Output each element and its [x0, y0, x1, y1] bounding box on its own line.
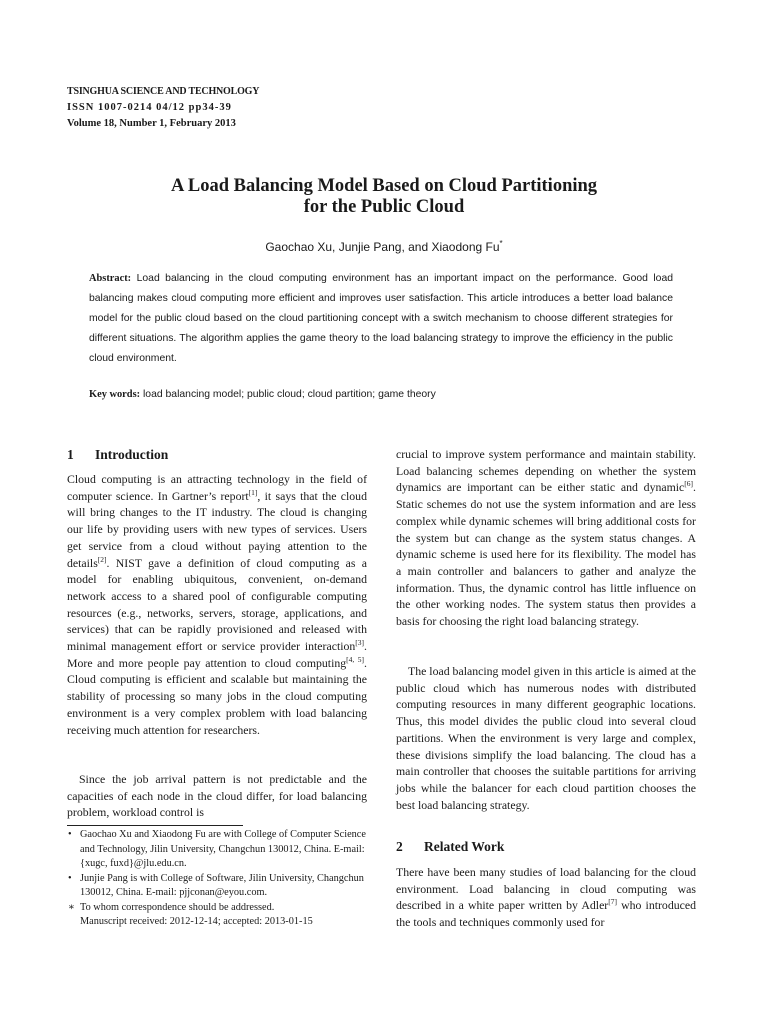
keywords-text: load balancing model; public cloud; cloud partition; game theory: [142, 389, 436, 400]
footnote-text: Manuscript received: 2012-12-14; accepted: 2013-01-15: [80, 916, 313, 927]
abstract-text: Load balancing in the cloud computing environment has an important impact on the performance. Good load balancing makes cloud computing more efficient and improves user satisfaction. This article introduces a better load balance model for the public cloud based on the cloud partitioning concept with a switch mechanism to choose different strategies for different situations. The algorithm applies the game theory to the load balancing strategy to improve the efficiency in the public cloud environment.: [89, 273, 674, 364]
abstract: [89, 269, 673, 369]
paper-title-line2: for the Public Cloud: [303, 197, 465, 217]
related-paragraph-1: [396, 864, 696, 931]
text-run: crucial to improve system performance and maintain stability. Load balancing schemes depending on whether the system dynamics are important can be either static and dynamic: [396, 447, 696, 495]
section-heading-introduction: [67, 447, 168, 463]
corresponding-mark: *: [499, 239, 503, 248]
text-run: who introduced the tools and techniques commonly used for: [396, 898, 696, 930]
footnote-affiliation-1: [67, 828, 373, 872]
author-list: [0, 240, 768, 254]
intro-paragraph-4: The load balancing model given in this article is aimed at the public cloud which has numerous nodes with distributed computing resources in many different geographic locations. Thus, this model divides the public cloud into several cloud partitions. When the environment is very large and complex, these divisions simplify the load balancing. The cloud has a main controller that chooses the suitable partitions for arriving jobs while the balancer for each cloud partition chooses the best load balancing strategy.: [396, 664, 696, 812]
section-title: Introduction: [95, 447, 169, 462]
citation: [6]: [684, 479, 694, 489]
footnote-text: To whom correspondence should be addressed.: [80, 901, 275, 913]
section-heading-related-work: [396, 839, 504, 855]
footnote-manuscript-dates: [67, 915, 373, 930]
keywords: [89, 386, 673, 404]
author-names: Gaochao Xu, Junjie Pang, and Xiaodong Fu: [265, 240, 500, 254]
text-run: . Cloud computing is efficient and scalable but maintaining the stability of processing so many jobs in the cloud computing environment is a very complex problem with load balancing receiving much attention for researchers.: [67, 655, 367, 737]
footnotes: [67, 828, 373, 930]
footnote-correspondence: [67, 901, 373, 916]
text-run: Cloud computing is an attracting technology in the field of computer science. In Gartner’s report: [67, 472, 367, 503]
abstract-label: Abstract:: [89, 273, 132, 284]
citation: [1]: [248, 487, 258, 497]
intro-paragraph-1: [67, 471, 367, 738]
footnote-text: Junjie Pang is with College of Software, Jilin University, Changchun 130012, China. E-mail: pjjconan@eyou.com.: [80, 872, 364, 898]
citation: [2]: [97, 554, 107, 564]
text-run: . Static schemes do not use the system information and are less complex while dynamic schemes will bring additional costs for the system but can change as the system status changes. A dynamic scheme is used here for its flexibility. The model has a main controller and balancers to gather and analyze the information. Thus, the dynamic control has little influence on the other working nodes. The system status then provides a basis for choosing the right load balancing strategy.: [396, 480, 696, 629]
star-mark: ∗: [68, 901, 75, 913]
paper-title: [0, 176, 768, 218]
text-run: , it says that the cloud will bring changes to the IT industry. The cloud is changing our life by providing users with new types of services. Users get service from a cloud without paying attention to the details: [67, 488, 367, 570]
text-run: . NIST gave a definition of cloud computing as a model for enabling ubiquitous, convenient, on-demand network access to a shared pool of configurable computing resources (e.g., networks, servers, storage, applications, and services) that can be rapidly provisioned and released with minimal management effort or service provider interaction: [67, 555, 367, 654]
intro-paragraph-3: [396, 446, 696, 630]
section-number: 2: [396, 839, 403, 854]
footnote-rule: [67, 825, 243, 826]
section-number: 1: [67, 447, 74, 462]
journal-name: TSINGHUA SCIENCE AND TECHNOLOGY: [67, 86, 260, 97]
bullet-mark: •: [68, 872, 72, 884]
text-run: There have been many studies of load balancing for the cloud environment. Load balancing in cloud computing was described in a white paper written by Adler: [396, 865, 696, 913]
journal-issn: ISSN 1007-0214 04/12 pp34-39: [67, 102, 232, 113]
paper-title-line1: A Load Balancing Model Based on Cloud Partitioning: [170, 176, 598, 196]
intro-paragraph-2: Since the job arrival pattern is not predictable and the capacities of each node in the cloud differ, for load balancing problem, workload control is: [67, 772, 367, 820]
keywords-label: Key words:: [89, 389, 141, 400]
footnote-affiliation-2: [67, 872, 373, 901]
citation: [7]: [608, 897, 617, 907]
journal-volume: Volume 18, Number 1, February 2013: [67, 118, 236, 129]
text-run: . More and more people pay attention to cloud computing: [67, 639, 367, 670]
footnote-text: Gaochao Xu and Xiaodong Fu are with College of Computer Science and Technology, Jilin University, Changchun 130012, China. E-mail: {xugc, fuxd}@jlu.edu.cn.: [80, 829, 366, 869]
journal-header: [67, 84, 259, 132]
section-title: Related Work: [424, 839, 505, 854]
citation: [3]: [355, 638, 365, 648]
citation: [4, 5]: [346, 654, 365, 664]
bullet-mark: •: [68, 829, 72, 840]
